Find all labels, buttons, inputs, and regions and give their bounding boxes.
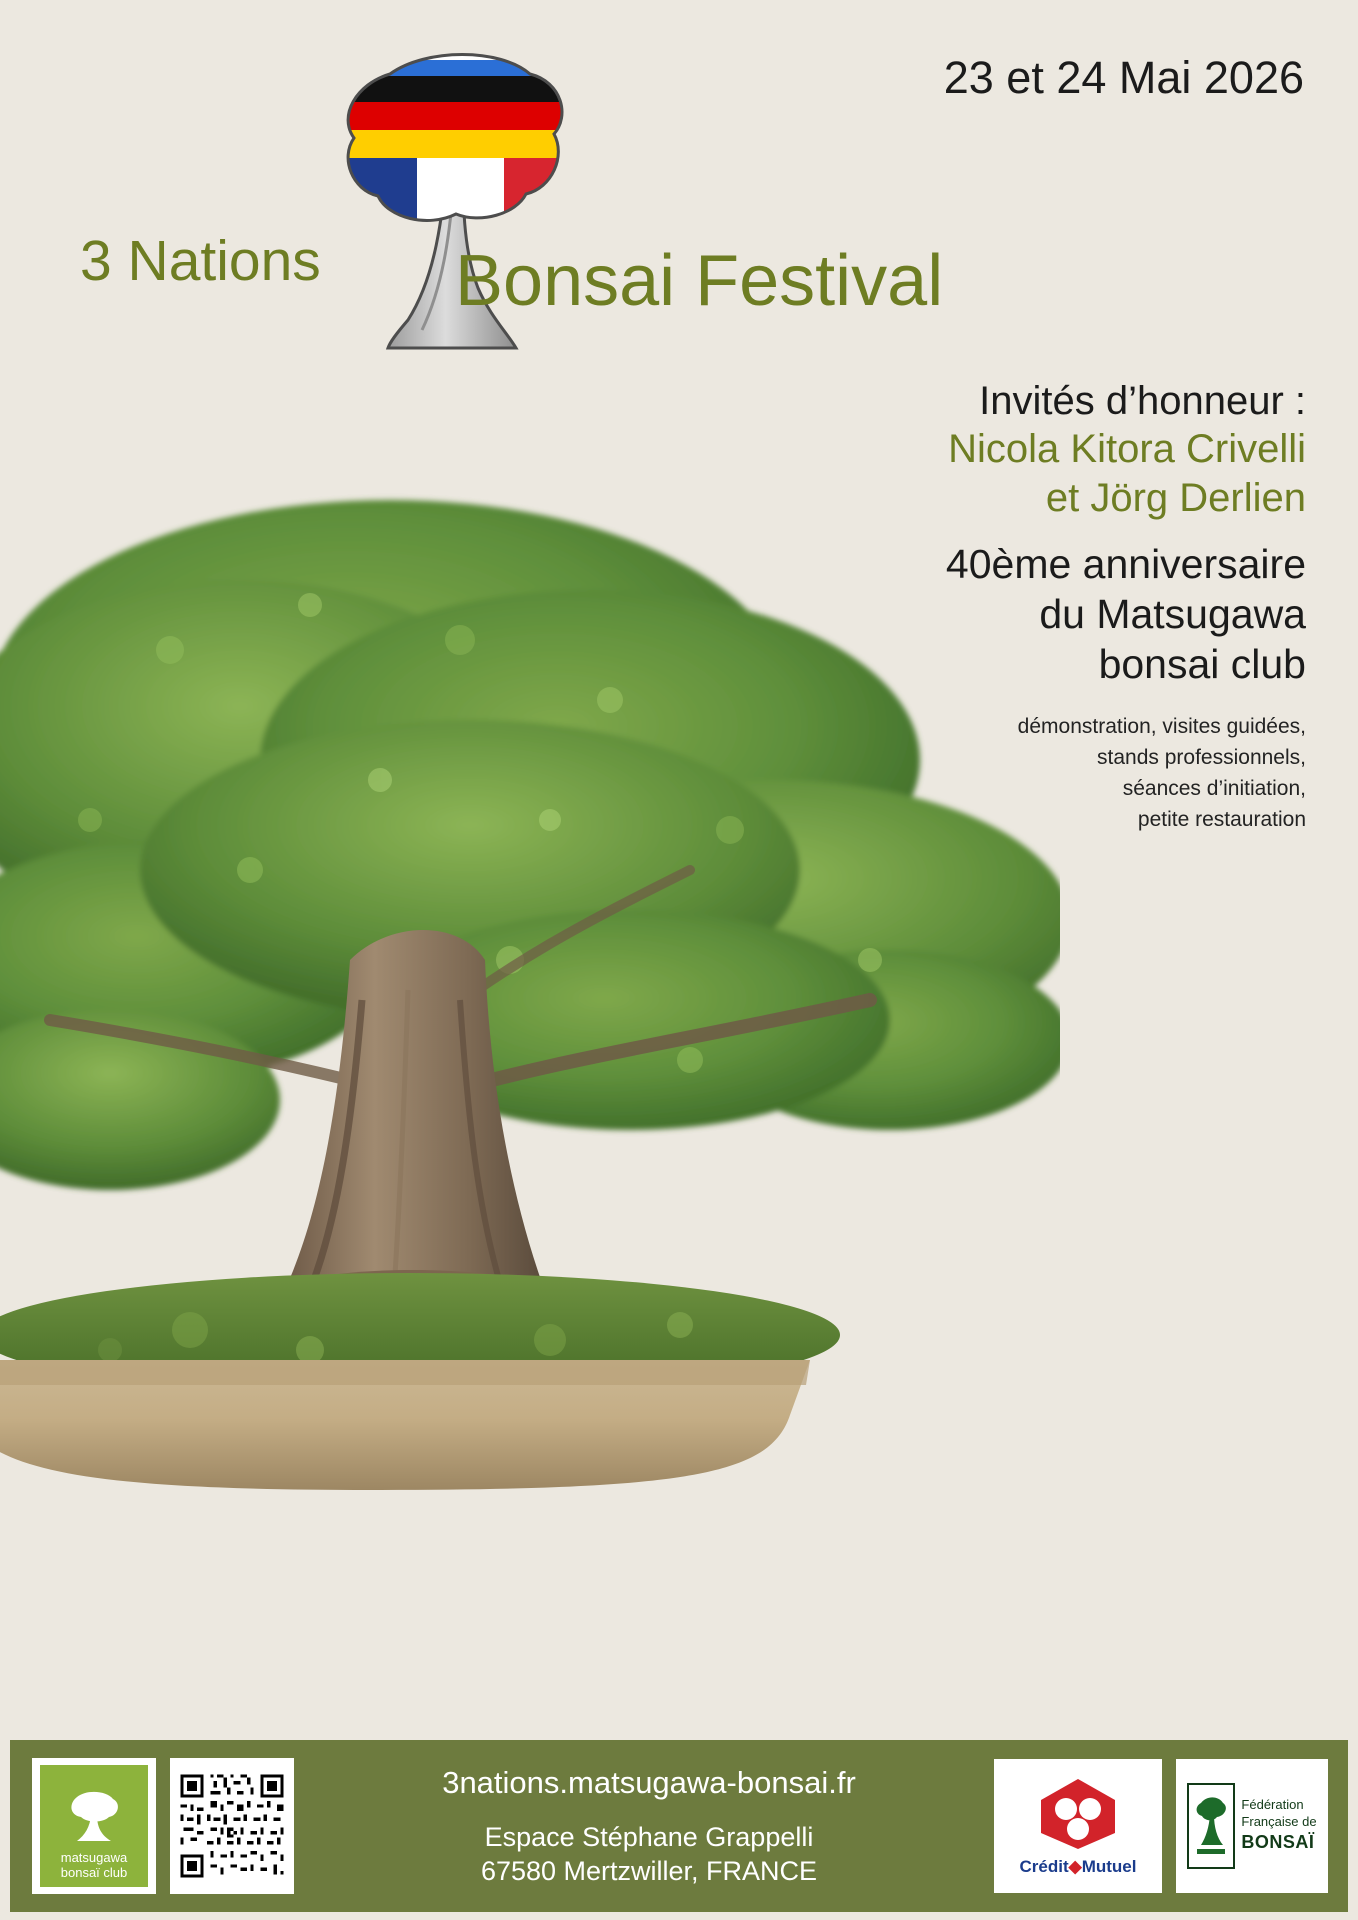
ffb-line-2: Française de [1241,1814,1317,1830]
sponsor-federation-francaise-bonsai [1176,1759,1328,1893]
info-column [666,378,1306,835]
ffb-line-3: BONSAÏ [1241,1832,1315,1853]
guest-label: Invités d’honneur : [979,379,1306,423]
footer-bar [10,1740,1348,1912]
detail-line-4: petite restauration [1137,808,1306,832]
event-date: 23 et 24 Mai 2026 [943,52,1304,103]
venue-address: 67580 Mertzwiller, FRANCE [480,1855,818,1886]
credit-mutuel-icon [1035,1775,1121,1853]
anniversary-line-1: 40ème anniversaire [945,540,1306,587]
anniversary-line-3: bonsai club [1098,640,1306,687]
footer-contact [304,1764,994,1888]
detail-line-2: stands professionnels, [1097,745,1306,769]
logo-title-3nations: 3 Nations [80,229,321,293]
credit-mutuel-word-2: Mutuel [1081,1857,1137,1876]
website-url[interactable]: 3nations.matsugawa-bonsai.fr [442,1764,856,1800]
ffb-tree-icon [1187,1783,1235,1869]
sponsor-credit-mutuel [994,1759,1162,1893]
ffb-label [1241,1797,1316,1854]
detail-line-1: démonstration, visites guidées, [1017,714,1306,738]
detail-line-3: séances d’initiation, [1122,776,1306,800]
qr-code-icon[interactable] [177,1771,287,1881]
matsugawa-logo-line-1: matsugawa [60,1850,128,1866]
credit-mutuel-label: Crédit◆Mutuel [1019,1857,1137,1876]
guest-name-1: Nicola Kitora Crivelli [948,427,1306,472]
ffb-line-1: Fédération [1241,1797,1304,1813]
venue-name: Espace Stéphane Grappelli [484,1822,814,1853]
matsugawa-badge [40,1765,148,1887]
matsugawa-club-logo [32,1758,156,1894]
matsugawa-logo-line-2: bonsaï club [60,1865,128,1881]
qr-code[interactable] [170,1758,294,1894]
anniversary-line-2: du Matsugawa [1039,590,1306,637]
logo-title-bonsai-festival: Bonsai Festival [455,241,944,321]
credit-mutuel-word-1: Crédit [1019,1857,1069,1876]
guest-name-2: et Jörg Derlien [1045,475,1306,520]
matsugawa-tree-icon [57,1787,131,1851]
